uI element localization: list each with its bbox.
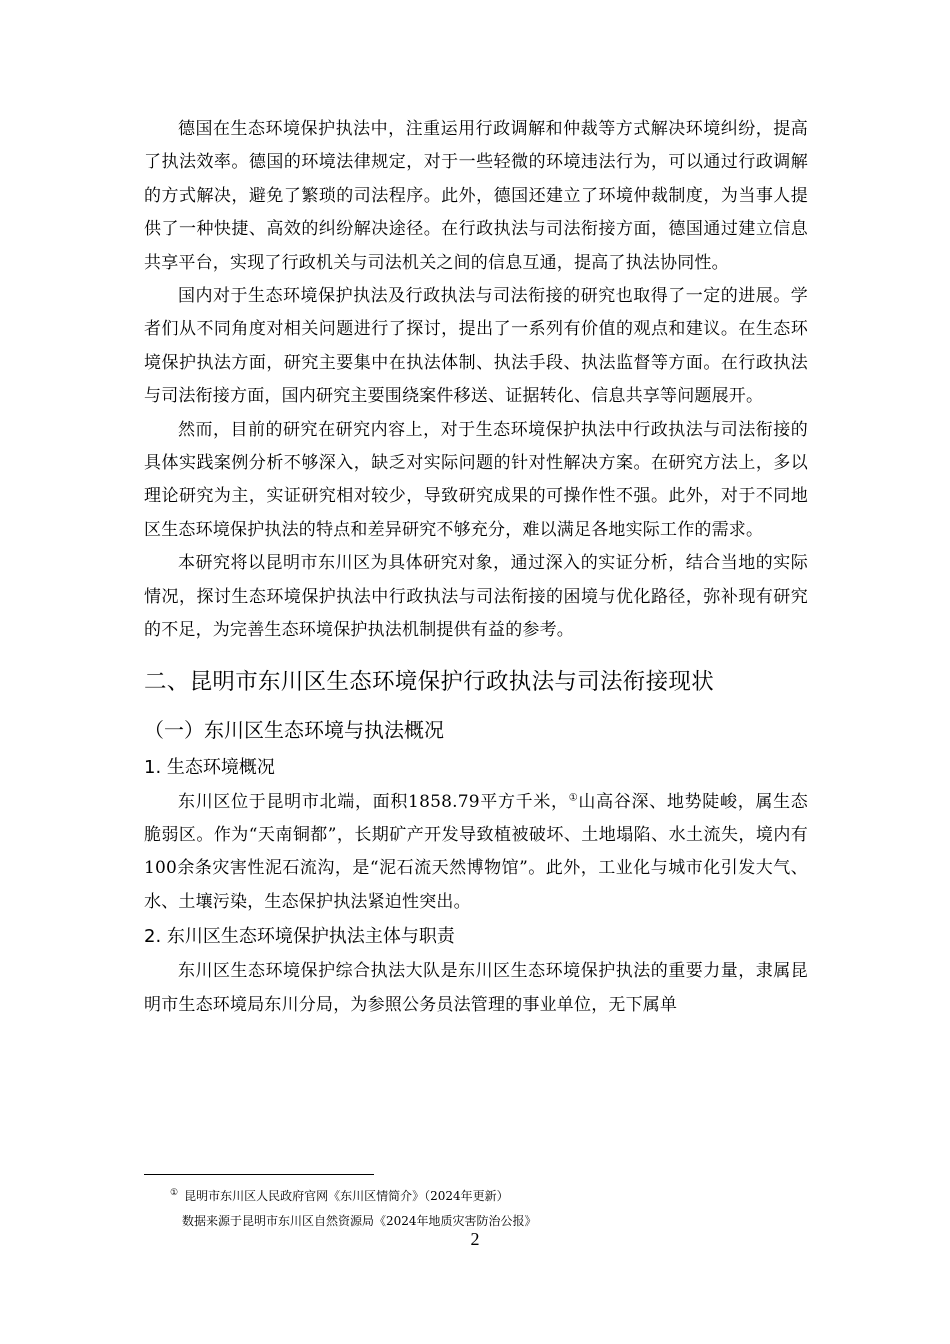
footnote-2: 数据来源于昆明市东川区自然资源局《2024年地质灾害防治公报》: [182, 1214, 537, 1228]
paragraph-research-gaps: 然而，目前的研究在研究内容上，对于生态环境保护执法中行政执法与司法衔接的具体实践案例分析不够深入，缺乏对实际问题的针对性解决方案。在研究方法上，多以理论研究为主，实证研究相对较少，导致研究成果的可操作性不强。此外，对于不同地区生态环境保护执法的特点和差异研究不够充分，难以满足各地实际工作的需求。: [144, 419, 808, 540]
paragraph-domestic-research: 国内对于生态环境保护执法及行政执法与司法衔接的研究也取得了一定的进展。学者们从不同角度对相关问题进行了探讨，提出了一系列有价值的观点和建议。在生态环境保护执法方面，研究主要集中在执法体制、执法手段、执法监督等方面。在行政执法与司法衔接方面，国内研究主要围绕案件移送、证据转化、信息共享等问题展开。: [144, 286, 808, 407]
body-text: [144, 113, 808, 1022]
item-heading-environment: 1. 生态环境概况: [144, 756, 275, 778]
paragraph-germany: 德国在生态环境保护执法中，注重运用行政调解和仲裁等方式解决环境纠纷，提高了执法效率。德国的环境法律规定，对于一些轻微的环境违法行为，可以通过行政调解的方式解决，避免了繁琐的司法程序。此外，德国还建立了环境仲裁制度，为当事人提供了一种快捷、高效的纠纷解决途径。在行政执法与司法衔接方面，德国通过建立信息共享平台，实现了行政机关与司法机关之间的信息互通，提高了执法协同性。: [144, 119, 808, 273]
footnote-1-text: 昆明市东川区人民政府官网《东川区情简介》（2024年更新）: [184, 1189, 509, 1203]
environment-overview-text-a: 东川区位于昆明市北端，面积1858.79平方千米，: [178, 791, 569, 812]
environment-overview-text-b: 山高谷深、地势陡峻，属生态脆弱区。作为“天南铜都”，长期矿产开发导致植被破坏、土地塌陷、水土流失，境内有100余条灾害性泥石流沟，是“泥石流天然博物馆”。此外，工业化与城市化引发大气、水、土壤污染，生态保护执法紧迫性突出。: [144, 791, 808, 912]
section-heading: 二、昆明市东川区生态环境保护行政执法与司法衔接现状: [144, 668, 715, 695]
footnote-1: [170, 1184, 810, 1209]
footnote-reference[interactable]: ①: [568, 791, 579, 803]
paragraph-environment-overview: [144, 786, 808, 920]
footnote-divider: [144, 1174, 374, 1175]
footnote-mark: ①: [170, 1188, 179, 1198]
item-heading-subject: 2. 东川区生态环境保护执法主体与职责: [144, 926, 455, 948]
page-number: 2: [470, 1229, 480, 1249]
paragraph-subject-duty: 东川区生态环境保护综合执法大队是东川区生态环境保护执法的重要力量，隶属昆明市生态环境局东川分局，为参照公务员法管理的事业单位，无下属单: [144, 961, 808, 1015]
subsection-heading: （一）东川区生态环境与执法概况: [144, 717, 444, 742]
paragraph-this-study: 本研究将以昆明市东川区为具体研究对象，通过深入的实证分析，结合当地的实际情况，探讨生态环境保护执法中行政执法与司法衔接的困境与优化路径，弥补现有研究的不足，为完善生态环境保护执法机制提供有益的参考。: [144, 553, 808, 641]
footnotes: [170, 1184, 810, 1234]
